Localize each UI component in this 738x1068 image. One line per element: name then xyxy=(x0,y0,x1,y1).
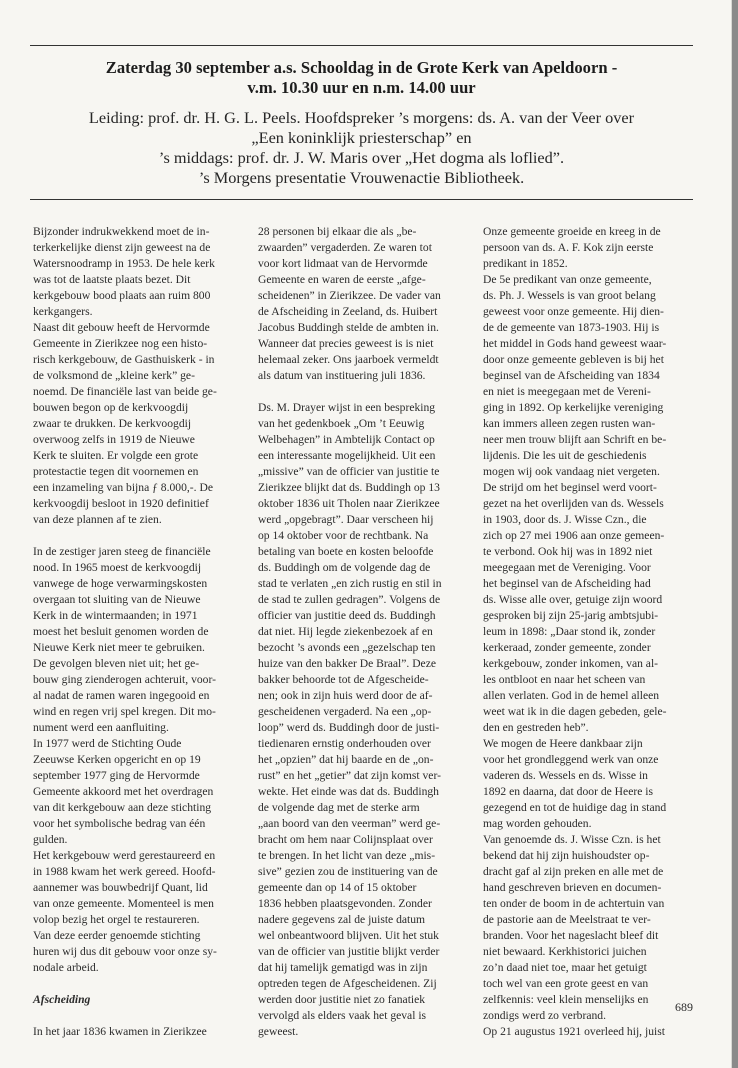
text-line: De strijd om het beginsel werd voort- xyxy=(483,481,657,494)
text-line: wel onbeantwoord blijven. Uit het stuk xyxy=(258,929,439,942)
text-line: in 1903, door ds. J. Wisse Czn., die xyxy=(483,513,647,526)
text-line: Naast dit gebouw heeft de Hervormde xyxy=(33,321,210,334)
text-line: dat hij tamelijk gematigd was in zijn xyxy=(258,961,428,974)
text-line: betaling van boete en kosten beloofde xyxy=(258,545,434,558)
text-line: van het gedenkboek „Om ’t Eeuwig xyxy=(258,417,425,430)
text-line: in 1988 kwam het werk gereed. Hoofd- xyxy=(33,865,216,878)
text-line: lijdenis. Die les uit de geschiedenis xyxy=(483,449,647,462)
page-number: 689 xyxy=(675,1000,693,1014)
text-line: stad te verlaten „en zich rustig en stil in xyxy=(258,577,442,590)
text-line: zwaarden” vergaderden. Ze waren tot xyxy=(258,241,432,254)
top-rule xyxy=(30,45,693,46)
text-line: bakker behoorde tot de Afgescheide- xyxy=(258,673,429,686)
text-line: al nadat de ramen waren ingegooid en xyxy=(33,689,210,702)
text-line: In het jaar 1836 kwamen in Zierikzee xyxy=(33,1025,207,1038)
text-line: 1892 en daarna, dat door de Heere is xyxy=(483,785,653,798)
text-line: kerkgebouw, zonder inkomen, van al- xyxy=(483,657,659,670)
text-line: kerkvoogdij besloot in 1920 definitief xyxy=(33,497,209,510)
text-line: Gemeente en waren de eerste „afge- xyxy=(258,273,426,286)
text-line: het middel in Gods hand geweest waar- xyxy=(483,337,667,350)
text-line: protestactie tegen dit voornemen en xyxy=(33,465,199,478)
text-line: toch wel van een grote geest en van xyxy=(483,977,649,990)
text-line: nument werd een aanfluiting. xyxy=(33,721,169,734)
text-column-1 xyxy=(33,224,233,1040)
text-line: gescheidenen vergaderd. Na een „op- xyxy=(258,705,432,718)
text-line: nodale arbeid. xyxy=(33,961,99,974)
text-line: De 5e predikant van onze gemeente, xyxy=(483,273,652,286)
text-line: op 14 oktober voor de rechtbank. Na xyxy=(258,529,429,542)
text-line: als datum van instituering juli 1836. xyxy=(258,369,426,382)
text-line: Het kerkgebouw werd gerestaureerd en xyxy=(33,849,216,862)
text-line: dat niet. Hij legde ziekenbezoek af en xyxy=(258,625,433,638)
text-line: Onze gemeente groeide en kreeg in de xyxy=(483,225,661,238)
text-line: Ds. M. Drayer wijst in een bespreking xyxy=(258,401,436,414)
text-line: gesproken bij zijn 25-jarig ambtsjubi- xyxy=(483,609,659,622)
text-line: bracht om hem naar Colijnsplaat over xyxy=(258,833,433,846)
text-line: september 1977 ging de Hervormde xyxy=(33,769,200,782)
text-line: niet bewaard. Kerkhistorici juichen xyxy=(483,945,647,958)
text-line: 28 personen bij elkaar die als „be- xyxy=(258,225,417,238)
text-line: het „opzien” dat hij baarde en de „on- xyxy=(258,753,434,766)
text-line: geweest. xyxy=(258,1025,299,1038)
text-line: voor het symbolische bedrag van één xyxy=(33,817,206,830)
text-line: Kerk te sluiten. Er volgde een grote xyxy=(33,449,199,462)
text-line: neer men trouw blijft aan Schrift en be- xyxy=(483,433,667,446)
text-line: bouwen begon op de kerkvoogdij xyxy=(33,401,189,414)
text-line: vanwege de hoge verwarmingskosten xyxy=(33,577,208,590)
text-line: sive” gezien zou de instituering van de xyxy=(258,865,438,878)
intro-line: Leiding: prof. dr. H. G. L. Peels. Hoofdspreker ’s morgens: ds. A. van der Veer over xyxy=(88,108,635,127)
text-line: Van deze eerder genoemde stichting xyxy=(33,929,201,942)
text-line: We mogen de Heere dankbaar zijn xyxy=(483,737,643,750)
text-line: voor kort lidmaat van de Hervormde xyxy=(258,257,428,270)
text-line: persoon van ds. A. F. Kok zijn eerste xyxy=(483,241,654,254)
text-line: en niet is meegegaan met de Vereni- xyxy=(483,385,651,398)
text-line: terkerkelijke dienst zijn geweest na de xyxy=(33,241,211,254)
text-line: vervolgd als elders vaak het geval is xyxy=(258,1009,427,1022)
text-line: In de zestiger jaren steeg de financiële xyxy=(33,545,211,558)
text-line: scheidenen” in Zierikzee. De vader van xyxy=(258,289,441,302)
text-line: geweest voor onze gemeente. Hij dien- xyxy=(483,305,664,318)
text-line: weet wat ik in die dagen gebeden, gele- xyxy=(483,705,667,718)
text-line: Gemeente akkoord met het overdragen xyxy=(33,785,214,798)
text-line: In 1977 werd de Stichting Oude xyxy=(33,737,182,750)
text-line: gemeente dan op 14 of 15 oktober xyxy=(258,881,417,894)
text-line: Welbehagen” in Ambtelijk Contact op xyxy=(258,433,435,446)
paragraph-gap xyxy=(33,976,233,992)
headline xyxy=(30,58,693,98)
text-line: nen; ook in zijn huis werd door de af- xyxy=(258,689,433,702)
text-line: de de gemeente van 1873-1903. Hij is xyxy=(483,321,660,334)
text-line: „missive” van de officier van justitie te xyxy=(258,465,440,478)
text-line: huize van den bakker De Braal”. Deze xyxy=(258,657,436,670)
text-line: voor het grondleggend werk van onze xyxy=(483,753,659,766)
text-line: gulden. xyxy=(33,833,68,846)
paragraph-gap xyxy=(33,528,233,544)
text-line: Op 21 augustus 1921 overleed hij, juist xyxy=(483,1025,665,1038)
text-line: meegegaan met de Vereniging. Voor xyxy=(483,561,651,574)
text-line: het beginsel van de Afscheiding had xyxy=(483,577,651,590)
text-line: allen verlaten. God in de hemel alleen xyxy=(483,689,660,702)
text-line: de pastorie aan de Meelstraat te ver- xyxy=(483,913,651,926)
text-line: zwaar te drukken. De kerkvoogdij xyxy=(33,417,192,430)
text-line: ds. Ph. J. Wessels is van groot belang xyxy=(483,289,656,302)
text-line: kerkgebouw bood plaats aan ruim 800 xyxy=(33,289,211,302)
text-line: Wanneer dat precies geweest is is niet xyxy=(258,337,434,350)
text-line: officier van justitie deed ds. Buddingh xyxy=(258,609,436,622)
text-line: te brengen. In het licht van deze „mis- xyxy=(258,849,436,862)
text-line: rust” en het „getier” dat zijn komst ver- xyxy=(258,769,441,782)
text-line: zelfkennis: veel klein menselijks en xyxy=(483,993,649,1006)
paragraph-gap xyxy=(258,384,458,400)
headline-line: Zaterdag 30 september a.s. Schooldag in de Grote Kerk van Apeldoorn - xyxy=(105,58,618,77)
text-line: de volgende dag met de sterke arm xyxy=(258,801,420,814)
text-line: Kerk in de wintermaanden; in 1971 xyxy=(33,609,198,622)
text-line: loop” werd ds. Buddingh door de justi- xyxy=(258,721,440,734)
text-line: werden door justitie niet zo fanatiek xyxy=(258,993,426,1006)
text-line: nood. In 1965 moest de kerkvoogdij xyxy=(33,561,202,574)
text-line: bekend dat hij zijn huishoudster op- xyxy=(483,849,650,862)
text-line: ten onder de boom in de achtertuin van xyxy=(483,897,665,910)
text-line: was tot de laatste plaats bezet. Dit xyxy=(33,273,191,286)
text-line: De gevolgen bleven niet uit; het ge- xyxy=(33,657,200,670)
text-line: ging in 1892. Op kerkelijke vereniging xyxy=(483,401,664,414)
text-line: aannemer was bouwbedrijf Quant, lid xyxy=(33,881,208,894)
text-line: mag worden gehouden. xyxy=(483,817,592,830)
text-line: kerkeraad, zonder gemeente, zonder xyxy=(483,641,651,654)
text-line: noemd. De financiële last van beide ge- xyxy=(33,385,217,398)
text-line: zo’n daad niet toe, maar het getuigt xyxy=(483,961,647,974)
text-line: ds. Buddingh om de volgende dag de xyxy=(258,561,431,574)
text-line: huren wij dus dit gebouw voor onze sy- xyxy=(33,945,217,958)
intro-block xyxy=(30,108,693,188)
text-line: ds. Wisse alle over, getuige zijn woord xyxy=(483,593,663,606)
text-line: „aan boord van den veerman” werd ge- xyxy=(258,817,441,830)
text-line: wind en regen vrij spel kregen. Dit mo- xyxy=(33,705,216,718)
text-line: gezegend en tot de huidige dag in stand xyxy=(483,801,667,814)
paragraph-gap xyxy=(33,1008,233,1024)
text-line: les ontbloot en naar het scheen van xyxy=(483,673,646,686)
text-line: branden. Voor het nageslacht bleef dit xyxy=(483,929,659,942)
text-line: nadere gegevens zal de juiste datum xyxy=(258,913,426,926)
bottom-rule xyxy=(30,199,693,200)
text-line: een inzameling van bijna ƒ 8.000,-. De xyxy=(33,481,213,494)
text-line: tiedienaren ernstig onderhouden over xyxy=(258,737,431,750)
text-line: bezocht ’s avonds een „gezelschap ten xyxy=(258,641,436,654)
text-column-3 xyxy=(483,224,683,1040)
text-line: door onze gemeente gebleven is bij het xyxy=(483,353,664,366)
text-line: beginsel van de Afscheiding van 1834 xyxy=(483,369,660,382)
text-line: zondigs werd zo verbrand. xyxy=(483,1009,606,1022)
text-line: Van genoemde ds. J. Wisse Czn. is het xyxy=(483,833,661,846)
text-line: optreden tegen de Afgescheidenen. Zij xyxy=(258,977,437,990)
text-line: gezet na het overlijden van ds. Wessels xyxy=(483,497,664,510)
text-line: vaderen ds. Wessels en ds. Wisse in xyxy=(483,769,648,782)
text-line: zich op 27 mei 1906 aan onze gemeen- xyxy=(483,529,665,542)
intro-line: ’s Morgens presentatie Vrouwenactie Bibliotheek. xyxy=(198,168,525,187)
text-line: de Afscheiding in Zeeland, ds. Huibert xyxy=(258,305,438,318)
text-line: van onze gemeente. Momenteel is men xyxy=(33,897,214,910)
text-line: overgaan tot sluiting van de Nieuwe xyxy=(33,593,201,606)
text-column-2 xyxy=(258,224,458,1040)
text-line: dracht gaf al zijn preken en alle met de xyxy=(483,865,664,878)
text-line: leum in 1898: „Daar stond ik, zonder xyxy=(483,625,656,638)
headline-line: v.m. 10.30 uur en n.m. 14.00 uur xyxy=(247,78,476,97)
text-line: oktober 1836 uit Tholen naar Zierikzee xyxy=(258,497,440,510)
text-line: helemaal zeker. Ons jaarboek vermeldt xyxy=(258,353,439,366)
text-line: Jacobus Buddingh stelde de ambten in. xyxy=(258,321,439,334)
text-line: Bijzonder indrukwekkend moet de in- xyxy=(33,225,210,238)
text-line: de volksmond de „kleine kerk” ge- xyxy=(33,369,195,382)
section-subheading: Afscheiding xyxy=(33,993,91,1006)
text-line: hand geschreven brieven en documen- xyxy=(483,881,662,894)
intro-line: ’s middags: prof. dr. J. W. Maris over „Het dogma als loflied”. xyxy=(158,148,565,167)
text-line: predikant in 1852. xyxy=(483,257,568,270)
text-line: de stad te zullen gedragen”. Volgens de xyxy=(258,593,441,606)
text-line: risch kerkgebouw, de Gasthuiskerk - in xyxy=(33,353,215,366)
text-line: van de officier van justitie blijkt verder xyxy=(258,945,440,958)
text-line: een interessante mogelijkheid. Uit een xyxy=(258,449,436,462)
text-line: Zierikzee blijkt dat ds. Buddingh op 13 xyxy=(258,481,440,494)
text-line: den en gestreden heb”. xyxy=(483,721,589,734)
text-line: kerkgangers. xyxy=(33,305,93,318)
text-line: Watersnoodramp in 1953. De hele kerk xyxy=(33,257,215,270)
text-line: wekte. Het einde was dat ds. Buddingh xyxy=(258,785,439,798)
text-line: van dit kerkgebouw aan deze stichting xyxy=(33,801,212,814)
text-line: mogen wij ook vandaag niet vergeten. xyxy=(483,465,660,478)
text-line: Gemeente in Zierikzee nog een histo- xyxy=(33,337,208,350)
text-line: kan immers alleen zegen rusten wan- xyxy=(483,417,656,430)
text-line: van deze plannen af te zien. xyxy=(33,513,162,526)
text-line: Nieuwe Kerk niet meer te gebruiken. xyxy=(33,641,205,654)
text-line: overwoog zelfs in 1919 de Nieuwe xyxy=(33,433,195,446)
text-line: moest het besluit genomen worden de xyxy=(33,625,209,638)
text-line: bouw ging zienderogen achteruit, voor- xyxy=(33,673,216,686)
text-line: werd „opgebragt”. Daar verscheen hij xyxy=(258,513,434,526)
text-line: Zeeuwse Kerken opgericht en op 19 xyxy=(33,753,201,766)
intro-line: „Een koninklijk priesterschap” en xyxy=(251,128,472,147)
text-line: 1836 hebben plaatsgevonden. Zonder xyxy=(258,897,432,910)
text-line: volop bezig het orgel te restaureren. xyxy=(33,913,200,926)
text-line: te verbond. Ook hij was in 1892 niet xyxy=(483,545,653,558)
